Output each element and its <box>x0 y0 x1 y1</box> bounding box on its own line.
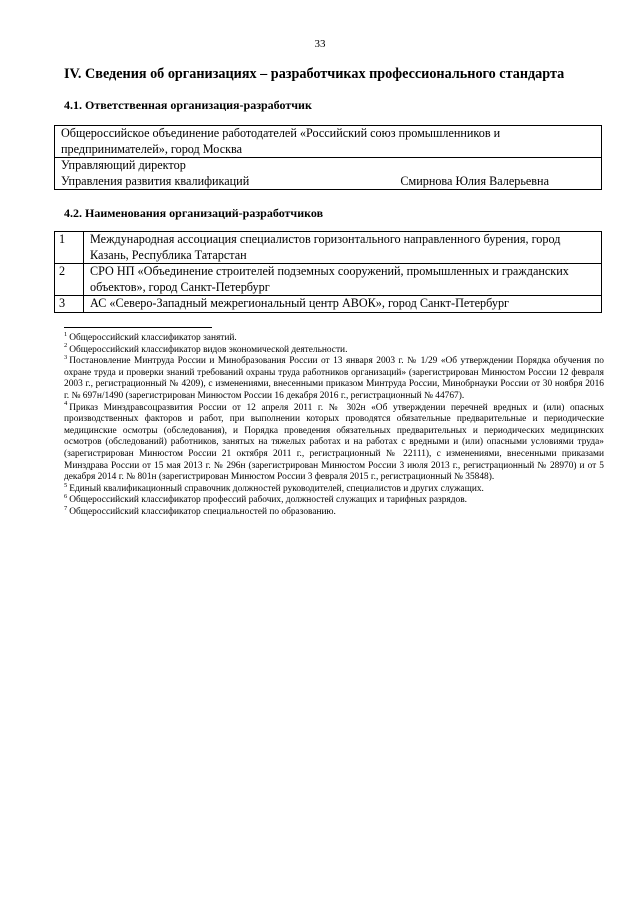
footnote-mark: 1 <box>64 330 68 338</box>
footnote-text: Общероссийский классификатор специальностей по образованию. <box>69 506 336 517</box>
responsible-person-name: Смирнова Юлия Валерьевна <box>400 173 549 188</box>
footnote-text: Общероссийский классификатор профессий рабочих, должностей служащих и тарифных разрядов. <box>69 495 467 506</box>
responsible-org-name-line1: Общероссийское объединение работодателей «Российский союз промышленников и <box>61 126 501 140</box>
footnote-text: Постановление Минтруда России и Минобразования России от 13 января 2003 г. № 1/29 «Об утверждении Порядка обучения по охране труда и проверки знаний требований охраны труда работников организаций» (зарегистрирован Минюстом России 12 февраля 2003 г., регистрационный № 4209), с изменениями, внесенными приказом Минтруда России, Минобрнауки России от 30 ноября 2016 г. № 697н/1490 (зарегистрирован Минюстом России 16 декабря 2016 г., регистрационный № 44767). <box>64 356 604 401</box>
footnote <box>64 356 604 402</box>
developer-orgs-heading: 4.2. Наименования организаций-разработчиков <box>64 206 324 220</box>
table-row <box>55 296 602 313</box>
footnote <box>64 504 604 519</box>
responsible-org-name-line2: предпринимателей», город Москва <box>61 141 243 156</box>
footnote <box>64 342 604 357</box>
footnote-text: Общероссийский классификатор видов экономической деятельности. <box>69 344 348 355</box>
org-name-line1: Международная ассоциация специалистов горизонтального направленного бурения, город <box>90 232 561 246</box>
responsible-person-row <box>55 158 602 190</box>
responsible-position-line2: Управления развития квалификаций <box>61 173 250 188</box>
footnote-mark: 6 <box>64 493 68 501</box>
footnote <box>64 495 604 507</box>
org-name-line2: Казань, Республика Татарстан <box>90 247 247 262</box>
row-number: 2 <box>55 264 84 296</box>
footnote <box>64 330 604 345</box>
developer-orgs-table <box>54 231 602 313</box>
footnote-divider <box>64 327 212 328</box>
org-name-cell <box>84 232 602 264</box>
responsible-org-cell <box>55 126 602 158</box>
footnote-mark: 3 <box>64 354 68 362</box>
page-number: 33 <box>314 38 326 50</box>
footnote-mark: 7 <box>64 504 68 512</box>
org-name-line1: СРО НП «Объединение строителей подземных сооружений, промышленных и гражданских <box>90 264 569 278</box>
responsible-position-line2-wrap <box>61 174 595 190</box>
table-row <box>55 264 602 296</box>
footnote <box>64 400 604 484</box>
footnote-text: Общероссийский классификатор занятий. <box>69 333 237 343</box>
section-title: IV. Сведения об организациях – разработчиках профессионального стандарта <box>64 66 565 82</box>
responsible-person-cell <box>55 158 602 190</box>
footnote-mark: 2 <box>64 342 68 350</box>
org-name-line2: объектов», город Санкт-Петербург <box>90 279 270 294</box>
footnote-text: Единый квалификационный справочник должностей руководителей, специалистов и других служащих. <box>69 483 484 494</box>
row-number: 3 <box>55 296 84 313</box>
responsible-org-heading: 4.1. Ответственная организация-разработчик <box>64 98 312 112</box>
responsible-position-line1: Управляющий директор <box>61 158 186 172</box>
footnote-text: Приказ Минздравсоцразвития России от 12 апреля 2011 г. № 302н «Об утверждении перечней вредных и (или) опасных производственных факторов и работ, при выполнении которых проводятся обязательные предварительные и периодические медицинские осмотры (обследования), и Порядка проведения обязательных предварительных и периодических медицинских осмотров (обследований) работников, занятых на тяжелых работах и на работах с вредными и (или) опасными условиями труда» (зарегистрирован Минюстом России 21 октября 2011 г., регистрационный № 22111), с изменениями, внесенными приказами Минздрава России от 15 мая 2013 г. № 296н (зарегистрирован Минюстом России 3 июля 2013 г., регистрационный № 28970) и от 5 декабря 2014 г. № 801н (зарегистрирован Минюстом России 3 февраля 2015 г., регистрационный № 35848). <box>64 402 604 483</box>
responsible-org-table <box>54 125 602 190</box>
footnotes <box>64 330 604 519</box>
org-name-line1: АС «Северо-Западный межрегиональный центр АВОК», город Санкт-Петербург <box>90 296 510 310</box>
table-row <box>55 232 602 264</box>
footnote-mark: 5 <box>64 481 68 489</box>
org-name-cell <box>84 296 602 313</box>
footnote <box>64 481 604 496</box>
row-number: 1 <box>55 232 84 264</box>
footnote-mark: 4 <box>64 400 68 408</box>
responsible-org-row <box>55 126 602 158</box>
org-name-cell <box>84 264 602 296</box>
